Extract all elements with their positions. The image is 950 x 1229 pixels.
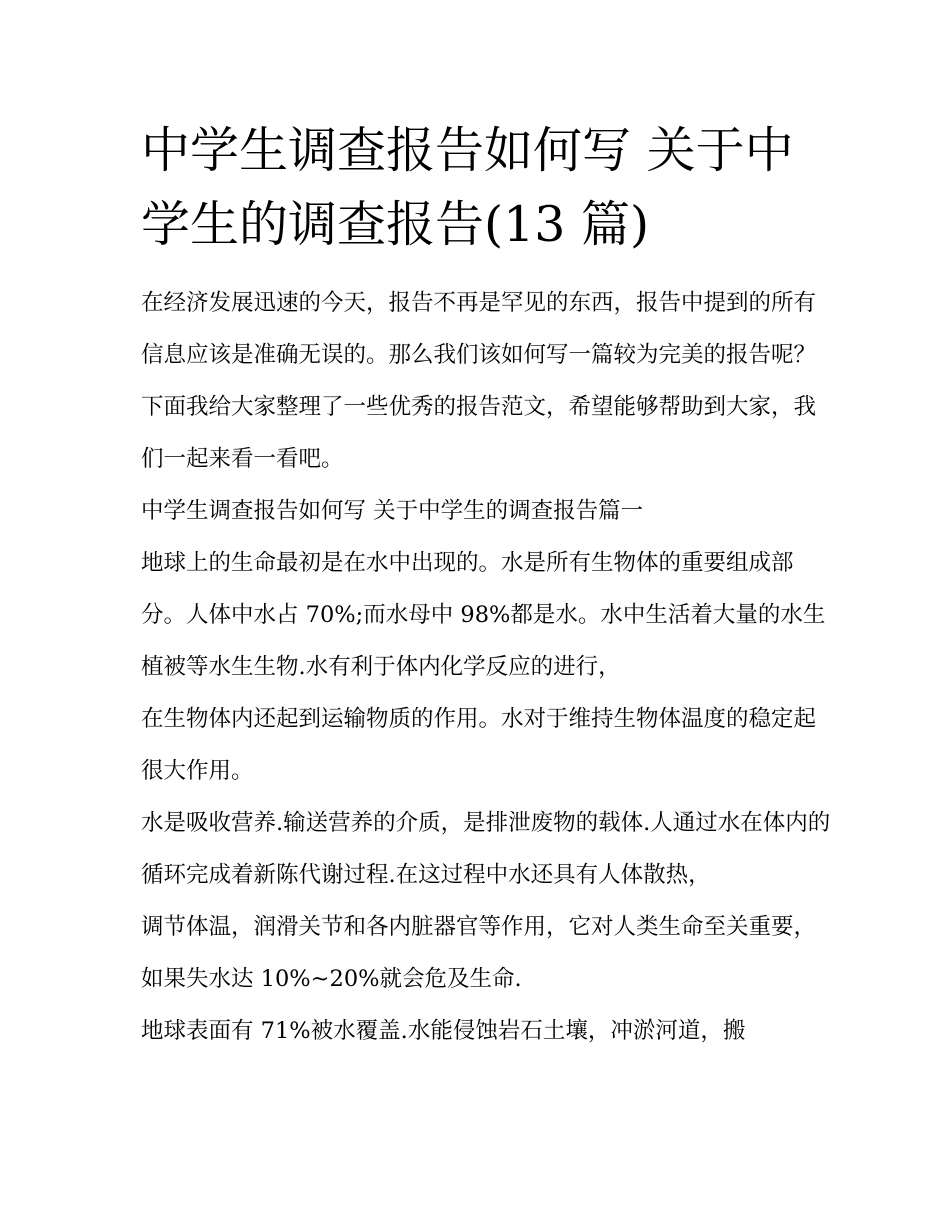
document-title	[141, 114, 821, 262]
document-body	[141, 277, 831, 1057]
paragraph-intro: 在经济发展迅速的今天，报告不再是罕见的东西，报告中提到的所有信息应该是准确无误的。那么我们该如何写一篇较为完美的报告呢？下面我给大家整理了一些优秀的报告范文，希望能够帮助到大家，我们一起来看一看吧。	[141, 290, 817, 472]
paragraph-water-nutrition: 水是吸收营养.输送营养的介质，是排泄废物的载体.人通过水在体内的循环完成着新陈代谢过程.在这过程中水还具有人体散热，	[141, 810, 831, 888]
paragraph-water-surface: 地球表面有 71%被水覆盖.水能侵蚀岩石土壤，冲淤河道，搬	[141, 1018, 746, 1044]
paragraph-water-origin: 地球上的生命最初是在水中出现的。水是所有生物体的重要组成部分。人体中水占 70%;而水母中 98%都是水。水中生活着大量的水生植被等水生生物.水有利于体内化学反应的进行，	[141, 550, 826, 680]
document-title-text: 中学生调查报告如何写 关于中学生的调查报告(13 篇)	[141, 122, 794, 253]
paragraph-section-heading: 中学生调查报告如何写 关于中学生的调查报告篇一	[141, 498, 644, 524]
paragraph-water-regulation: 调节体温，润滑关节和各内脏器官等作用，它对人类生命至关重要，如果失水达 10%~20%就会危及生命.	[141, 914, 817, 992]
paragraph-water-transport: 在生物体内还起到运输物质的作用。水对于维持生物体温度的稳定起很大作用。	[141, 706, 817, 784]
